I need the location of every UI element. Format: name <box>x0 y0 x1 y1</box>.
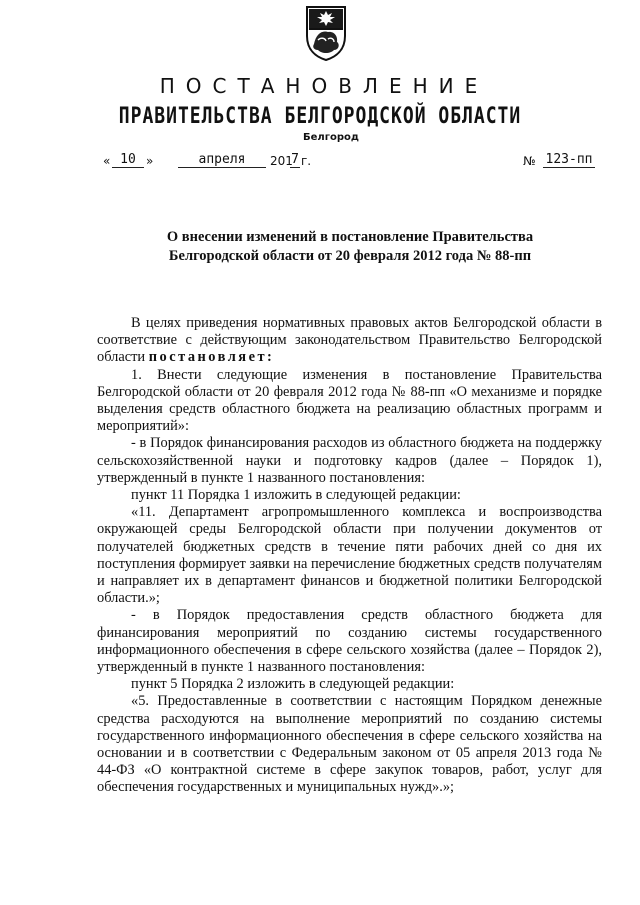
preamble-text: В целях приведения нормативных правовых актов Белгородской области в соответствие с действующим законодательством Правительство Белгородской области <box>97 315 602 366</box>
decree-word: постановляет: <box>148 349 275 366</box>
document-number: 123-пп <box>543 152 595 168</box>
coat-of-arms-icon <box>304 4 348 62</box>
paragraph-procedure-2: - в Порядок предоставления средств областного бюджета для финансирования мероприятий по созданию системы государственного информационного обеспечения в сфере сельского хозяйства (далее – Порядок 2), утвержденный в пункте 1 названного постановления: <box>97 607 602 676</box>
paragraph-clause-11-intro: пункт 11 Порядка 1 изложить в следующей редакции: <box>131 487 461 504</box>
date-and-number-line <box>100 152 595 174</box>
paragraph-clause-11-text: «11. Департамент агропромышленного комплекса и воспроизводства окружающей среды Белгородской области при получении документов от получателей бюджетных средств в течение пяти рабочих дней со дня их поступления формирует заявки на перечисление бюджетных средств получателям и направляет их в департамент финансов и бюджетной политики Белгородской области.»; <box>97 504 602 607</box>
date-day: 10 <box>112 152 144 168</box>
date-year-prefix: 201 <box>270 154 293 168</box>
document-type-heading: ПОСТАНОВЛЕНИЕ <box>159 74 489 98</box>
issuing-authority: ПРАВИТЕЛЬСТВА БЕЛГОРОДСКОЙ ОБЛАСТИ <box>118 103 522 130</box>
date-close-quote: » <box>146 154 154 168</box>
date-month: апреля <box>178 152 266 168</box>
date-year-suffix: г. <box>301 154 312 168</box>
city-name: Белгород <box>303 132 359 143</box>
paragraph-preamble <box>97 315 602 367</box>
paragraph-procedure-1: - в Порядок финансирования расходов из областного бюджета на поддержку сельскохозяйственной науки и подготовку кадров (далее – Порядок 1), утвержденный в пункте 1 названного постановления: <box>97 435 602 486</box>
title-line-1: О внесении изменений в постановление Правительства <box>166 229 534 245</box>
title-line-2: Белгородской области от 20 февраля 2012 года № 88-пп <box>168 248 532 264</box>
date-year-digit: 7 <box>291 152 299 167</box>
paragraph-item-1: 1. Внести следующие изменения в постановление Правительства Белгородской области от 20 февраля 2012 года № 88-пп «О механизме и порядке выделения средств областного бюджета на реализацию областных программ и мероприятий»: <box>97 366 602 435</box>
paragraph-clause-5-text: «5. Предоставленные в соответствии с настоящим Порядком денежные средства расходуются на выполнение мероприятий по созданию системы государственного информационного обеспечения в сфере сельского хозяйства на основании и в соответствии с Федеральным законом от 05 апреля 2013 года № 44-ФЗ «О контрактной системе в сфере закупок товаров, работ, услуг для обеспечения государственных и муниципальных нужд».»; <box>97 693 602 796</box>
date-open-quote: « <box>103 154 111 168</box>
paragraph-clause-5-intro: пункт 5 Порядка 2 изложить в следующей редакции: <box>131 676 455 693</box>
number-label: № <box>523 154 536 168</box>
document-title <box>100 228 600 266</box>
document-body <box>97 315 602 797</box>
